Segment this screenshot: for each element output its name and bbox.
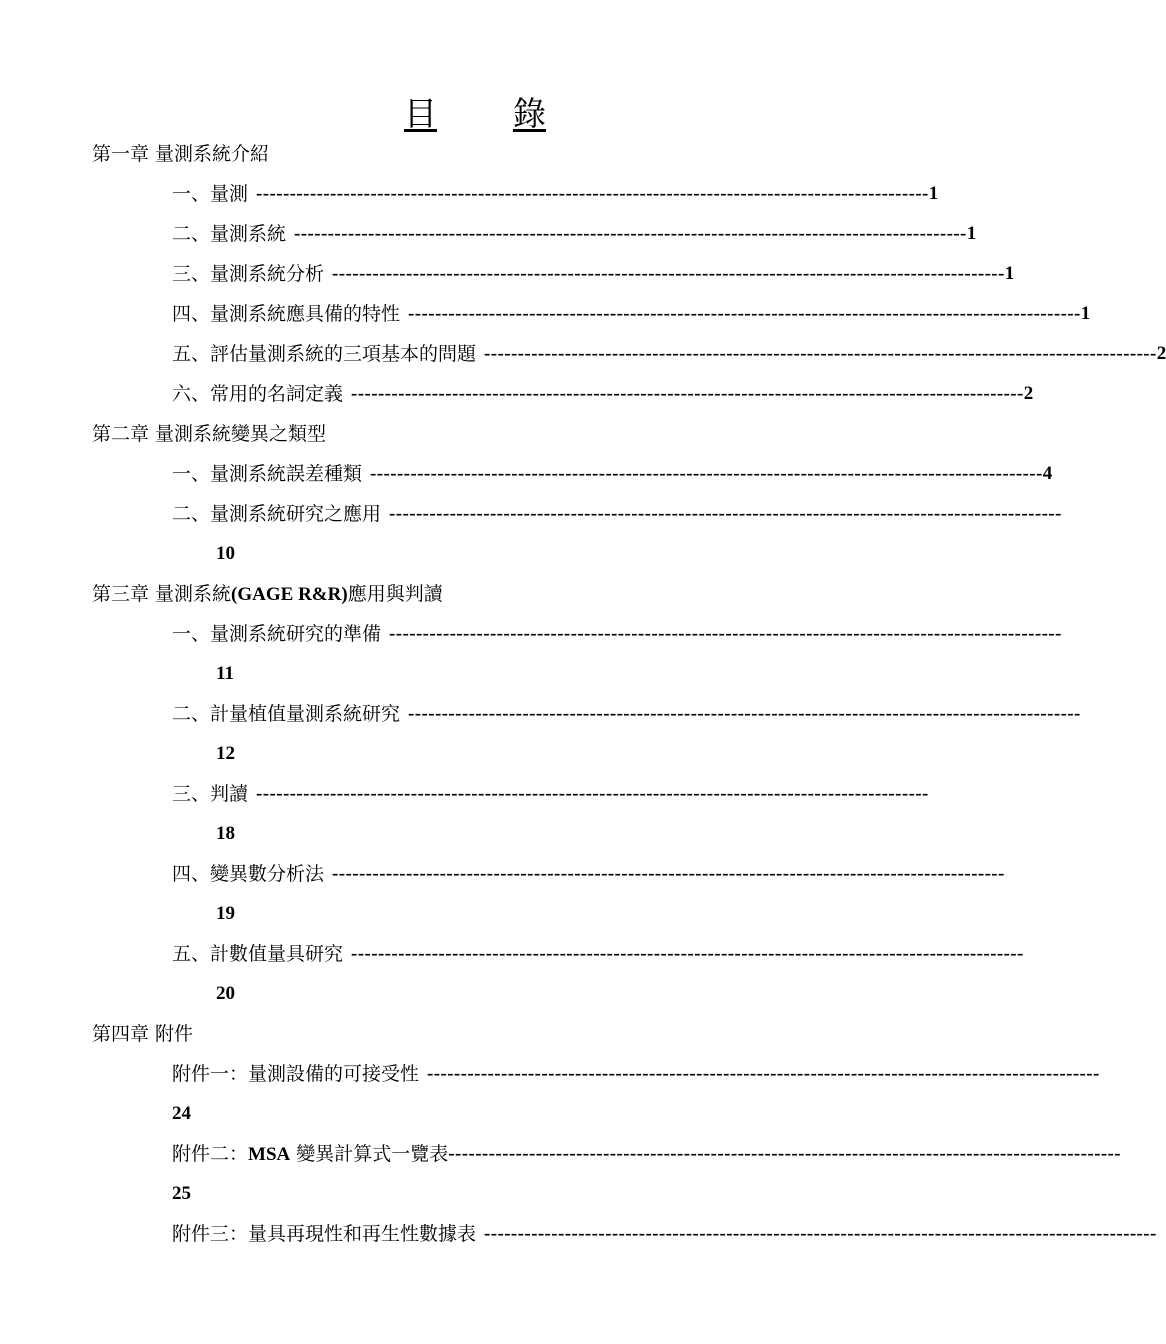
toc-entry[interactable]: 五、 計數值量具研究 ---------------------------------------------------------------------------------------------------- — [172, 943, 1024, 965]
toc-entry[interactable]: 一、 量測系統研究的準備 ---------------------------------------------------------------------------------------------------- — [172, 623, 1062, 645]
toc-entry[interactable]: 五、 評估量測系統的三項基本的問題 ---------------------------------------------------------------------------------------------------- 2 — [172, 343, 1166, 365]
toc-entry[interactable]: 六、 常用的名詞定義 ---------------------------------------------------------------------------------------------------- 2 — [172, 383, 1034, 405]
toc-page-number: 19 — [216, 903, 235, 924]
toc-entry[interactable]: 附件二：MSA 變異計算式一覽表 ---------------------------------------------------------------------------------------------------- — [172, 1143, 1122, 1165]
toc-entry[interactable]: 四、 變異數分析法 ---------------------------------------------------------------------------------------------------- — [172, 863, 1005, 885]
page-title: 目 錄 — [404, 94, 546, 133]
toc-entry[interactable]: 二、 量測系統 ---------------------------------------------------------------------------------------------------- 1 — [172, 223, 977, 245]
toc-entry[interactable]: 附件三：量具再現性和再生性數據表 ---------------------------------------------------------------------------------------------------- — [172, 1223, 1157, 1245]
toc-page-number: 12 — [216, 743, 235, 764]
toc-entry[interactable]: 一、 量測系統誤差種類 ---------------------------------------------------------------------------------------------------- 4 — [172, 463, 1053, 485]
toc-page-number: 25 — [172, 1183, 191, 1204]
toc-entry[interactable]: 附件一：量測設備的可接受性 ---------------------------------------------------------------------------------------------------- — [172, 1063, 1100, 1085]
toc-entry[interactable]: 四、 量測系統應具備的特性 ---------------------------------------------------------------------------------------------------- 1 — [172, 303, 1091, 325]
chapter-1-heading: 第一章 量測系統介紹 — [92, 143, 270, 165]
toc-entry[interactable]: 一、 量測 ---------------------------------------------------------------------------------------------------- 1 — [172, 183, 939, 205]
chapter-2-heading: 第二章 量測系統變異之類型 — [92, 423, 327, 445]
chapter-3-heading: 第三章 量測系統(GAGE R&R)應用與判讀 — [92, 583, 443, 605]
toc-page-number: 18 — [216, 823, 235, 844]
toc-entry[interactable]: 三、 量測系統分析 ---------------------------------------------------------------------------------------------------- 1 — [172, 263, 1015, 285]
toc-entry[interactable]: 三、 判讀 ---------------------------------------------------------------------------------------------------- — [172, 783, 929, 805]
toc-page-number: 11 — [216, 663, 234, 684]
chapter-4-heading: 第四章 附件 — [92, 1023, 194, 1045]
toc-entry[interactable]: 二、 量測系統研究之應用 ---------------------------------------------------------------------------------------------------- — [172, 503, 1062, 525]
toc-page-number: 10 — [216, 543, 235, 564]
toc-page-number: 20 — [216, 983, 235, 1004]
toc-page-number: 24 — [172, 1103, 191, 1124]
toc-entry[interactable]: 二、 計量植值量測系統研究 ---------------------------------------------------------------------------------------------------- — [172, 703, 1081, 725]
